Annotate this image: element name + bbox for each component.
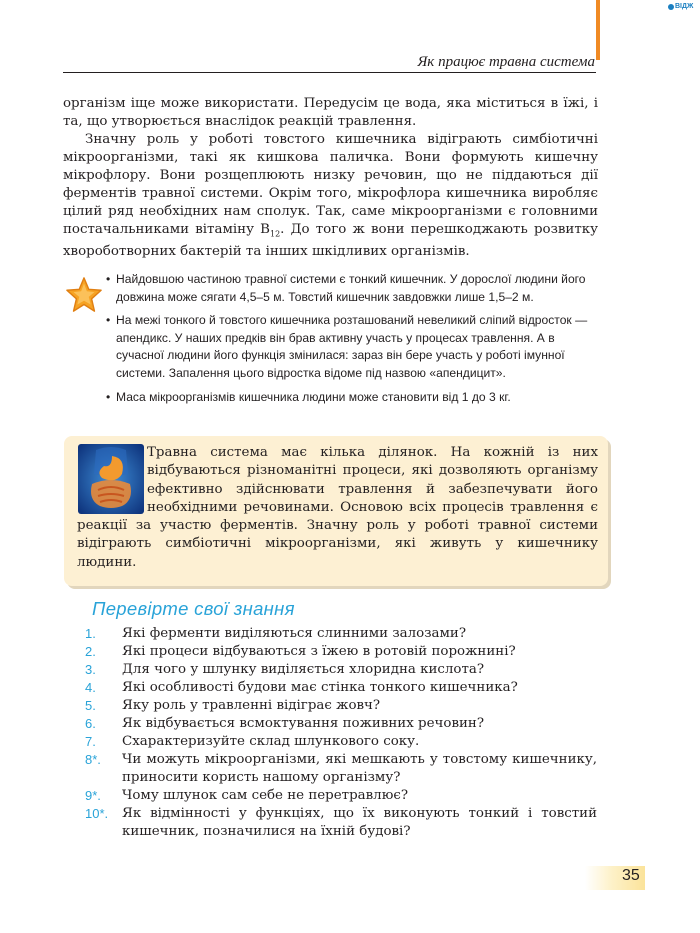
publisher-logo [668,3,693,10]
question-text: Чи можуть мікроорганізми, які мешкають у товстому кишечнику, приносити користь нашому організму? [122,752,597,785]
question-item [85,805,597,841]
question-number: 6. [85,716,96,731]
question-number: 8*. [85,752,101,767]
question-number: 5. [85,698,96,713]
question-item [85,697,597,715]
question-number: 1. [85,626,96,641]
running-title: Як працює травна система [417,54,595,70]
question-item [85,625,597,643]
question-number: 10*. [85,806,109,821]
question-text: Які особливості будови має стінка тонкого кишечника? [122,680,518,695]
question-text: Для чого у шлунку виділяється хлоридна кислота? [122,662,485,677]
questions-title: Перевірте свої знання [92,598,295,619]
body-paragraph-1: організм іще може використати. Передусім це вода, яка міститься в їжі, і та, що утворюється внаслідок реакцій травлення. [63,96,598,129]
question-text: Яку роль у травленні відіграє жовч? [122,698,381,713]
question-text: Як відмінності у функціях, що їх виконують тонкий і товстий кишечник, позначилися на їхній будові? [122,806,597,839]
header-rule [63,72,596,73]
question-number: 3. [85,662,96,677]
question-text: Як відбувається всмоктування поживних речовин? [122,716,485,731]
question-number: 2. [85,644,96,659]
fact-item: • Найдовшою частиною травної системи є тонкий кишечник. У дорослої людини його довжина може сягати 4,5–5 м. Товстий кишечник завдовжки лише 1,5–2 м. [106,271,598,306]
body-paragraph-2 [63,131,598,261]
p2-text-end: . До того ж вони перешкоджають розвитку хвороботворних бактерій та інших шкідливих організмів. [63,221,598,260]
star-icon [65,276,103,314]
logo-text: ВІДЖ [675,3,694,10]
question-item [85,787,597,805]
question-text: Які ферменти виділяються слинними залозами? [122,626,467,641]
question-item [85,733,597,751]
logo-icon [668,4,674,10]
question-text: Схарактеризуйте склад шлункового соку. [122,734,420,749]
facts-list [106,271,598,412]
page-number: 35 [622,867,640,884]
question-item [85,679,597,697]
question-number: 7. [85,734,96,749]
fact-item: • На межі тонкого й товстого кишечника розташований невеликий сліпий відросток — апендикс. У наших предків він брав активну участь у процесах травлення. А в сучасної людини його функція змінилася: зараз він бере участь у роботі імунної системи. Запалення цього відростка відоме під назвою «апендицит». [106,312,598,382]
question-item [85,715,597,733]
p2-text: Значну роль у роботі товстого кишечника відіграють симбіотичні мікроорганізми, такі як кишкова паличка. Вони формують кишечну мікрофлору. Вони розщеплюють низку речовин, що не піддаються дії ферментів травної системи. Окрім того, мікрофлора кишечника виробляє цілий ряд необхідних нам сполук. Так, саме мікроорганізми є головними постачальниками вітаміну В [63,132,598,237]
question-text: Які процеси відбуваються з їжею в ротовій порожнині? [122,644,516,659]
summary-text-content: Травна система має кілька ділянок. На кожній із них відбуваються різноманітні процеси, які дозволяють організму ефективно здійснювати травлення й забезпечувати його необхідними речовинами. Основою всіх процесів травлення є реакції за участю ферментів. Значну роль у роботі травної системи відіграють симбіотичні мікроорганізми, які живуть у кишечнику людини. [77,445,598,570]
question-text: Чому шлунок сам себе не перетравлює? [122,788,409,803]
question-number: 9*. [85,788,101,803]
question-item [85,751,597,787]
summary-text [77,444,598,572]
question-number: 4. [85,680,96,695]
question-item [85,643,597,661]
questions-list [85,625,597,841]
question-item [85,661,597,679]
fact-item: • Маса мікроорганізмів кишечника людини може становити від 1 до 3 кг. [106,389,598,407]
vitamin-subscript: 12 [269,229,281,239]
accent-bar [596,0,600,60]
